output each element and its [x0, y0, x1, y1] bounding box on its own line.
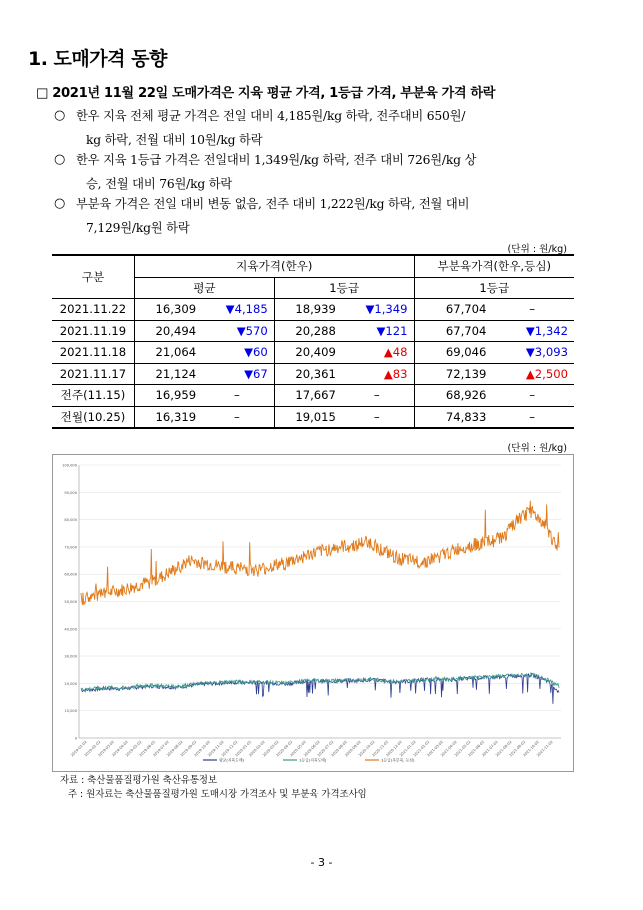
- page-number: - 3 -: [310, 856, 333, 869]
- bullet-mark: ○: [54, 196, 66, 211]
- cell-avg: 16,309: [135, 299, 207, 321]
- cell-cut: 69,046: [414, 342, 496, 364]
- header-grade1: 1등급: [274, 277, 414, 299]
- cell-avg-change: ▼570: [206, 320, 274, 342]
- x-tick-label: 2019-10-02: [193, 739, 212, 758]
- cell-avg-change: –: [206, 406, 274, 428]
- x-tick-label: 2021-04-02: [440, 739, 458, 758]
- cell-cut-change: ▼1,342: [496, 320, 574, 342]
- cell-avg: 21,124: [135, 363, 207, 385]
- series-line-3: [81, 501, 559, 605]
- y-tick-label: 70,000: [64, 545, 77, 550]
- cell-avg: 16,959: [135, 385, 207, 407]
- bullet-line: 한우 지육 1등급 가격은 전일대비 1,349원/kg 하락, 전주 대비 726원/kg 상: [76, 153, 477, 167]
- y-tick-label: 40,000: [64, 627, 77, 632]
- x-tick-label: 2020-01-02: [234, 739, 253, 758]
- x-tick-label: 2021-06-02: [467, 739, 486, 758]
- cell-cut: 74,833: [414, 406, 496, 428]
- price-table: [52, 254, 574, 429]
- cell-avg-change: ▼4,185: [206, 299, 274, 321]
- cell-grade1: 17,667: [274, 385, 346, 407]
- price-chart: [52, 454, 574, 772]
- cell-grade1-change: ▲83: [346, 363, 414, 385]
- x-tick-label: 2021-10-02: [522, 739, 541, 758]
- cell-avg: 21,064: [135, 342, 207, 364]
- cell-grade1: 18,939: [274, 299, 346, 321]
- y-tick-label: 100,000: [62, 463, 77, 468]
- x-tick-label: 2019-02-02: [83, 739, 102, 758]
- x-tick-label: 2020-07-02: [316, 739, 335, 758]
- price-chart-svg: [53, 455, 573, 771]
- cell-cut-change: –: [496, 299, 574, 321]
- x-tick-label: 2020-10-02: [357, 739, 376, 758]
- x-tick-label: 2019-05-02: [124, 739, 143, 758]
- x-tick-label: 2019-11-02: [207, 739, 225, 758]
- series-line-1: [81, 674, 559, 704]
- x-tick-label: 2020-09-02: [344, 739, 362, 758]
- y-tick-label: 90,000: [64, 490, 77, 495]
- bullet-item: [54, 192, 579, 240]
- table-row: [52, 342, 574, 364]
- cell-grade1: 19,015: [274, 406, 346, 428]
- cell-cut: 68,926: [414, 385, 496, 407]
- x-tick-label: 2021-09-02: [508, 739, 527, 758]
- cell-avg: 16,319: [135, 406, 207, 428]
- y-tick-label: 20,000: [64, 681, 77, 686]
- cell-grade1: 20,288: [274, 320, 346, 342]
- y-tick-label: 50,000: [64, 600, 77, 604]
- x-tick-label: 2019-01-02: [70, 739, 88, 758]
- x-tick-label: 2021-01-02: [399, 739, 417, 758]
- table-unit-label: (단위 : 원/kg): [507, 244, 567, 255]
- cell-grade1-change: ▼1,349: [346, 299, 414, 321]
- note-line: 주 : 원자료는 축산물품질평가원 도매시장 가격조사 및 부분육 가격조사임: [68, 789, 367, 800]
- x-tick-label: 2020-12-02: [385, 739, 403, 758]
- y-tick-label: 80,000: [64, 518, 77, 523]
- table-row: [52, 363, 574, 385]
- y-tick-label: 60,000: [64, 572, 77, 577]
- row-label: 2021.11.22: [52, 299, 135, 321]
- cell-cut-change: –: [496, 406, 574, 428]
- bullet-line: 한우 지육 전체 평균 가격은 전일 대비 4,185원/kg 하락, 전주대비 650원/: [76, 109, 466, 123]
- y-tick-label: 30,000: [64, 654, 77, 659]
- x-tick-label: 2019-04-02: [111, 739, 129, 758]
- table-row: [52, 299, 574, 321]
- bullet-item: [54, 148, 579, 196]
- bullet-line: 7,129원/kg원 하락: [86, 221, 190, 235]
- legend-label: 1등급(부분육, 등심): [381, 757, 415, 763]
- legend-label: 1등급(지육도매): [299, 757, 327, 763]
- y-tick-label: 10,000: [64, 709, 77, 714]
- x-tick-label: 2020-03-02: [261, 739, 280, 758]
- x-tick-label: 2021-08-02: [494, 739, 513, 758]
- header-carcass: 지육가격(한우): [135, 255, 415, 277]
- bullet-line: 승, 전월 대비 76원/kg 하락: [86, 177, 233, 191]
- x-tick-label: 2021-05-02: [453, 739, 472, 758]
- cell-cut-change: –: [496, 385, 574, 407]
- cell-cut: 67,704: [414, 299, 496, 321]
- x-tick-label: 2021-02-02: [412, 739, 431, 758]
- x-tick-label: 2019-03-02: [97, 739, 116, 758]
- x-tick-label: 2020-11-02: [371, 739, 390, 758]
- x-tick-label: 2020-02-02: [248, 739, 266, 758]
- cell-grade1-change: –: [346, 406, 414, 428]
- x-tick-label: 2019-07-02: [152, 739, 170, 758]
- header-cut-grade1: 1등급: [414, 277, 574, 299]
- table-row: [52, 385, 574, 407]
- table-row: [52, 406, 574, 428]
- header-group: 구분: [52, 255, 135, 299]
- row-label: 2021.11.17: [52, 363, 135, 385]
- section-title: 1. 도매가격 동향: [28, 48, 167, 70]
- bullet-line: 부분육 가격은 전일 대비 변동 없음, 전주 대비 1,222원/kg 하락, 전월 대비: [76, 197, 470, 211]
- row-label: 2021.11.19: [52, 320, 135, 342]
- x-tick-label: 2021-11-02: [536, 739, 554, 758]
- x-tick-label: 2020-06-02: [303, 739, 321, 758]
- header-avg: 평균: [135, 277, 275, 299]
- cell-cut-change: ▼3,093: [496, 342, 574, 364]
- cell-cut: 72,139: [414, 363, 496, 385]
- row-label: 2021.11.18: [52, 342, 135, 364]
- cell-cut: 67,704: [414, 320, 496, 342]
- chart-unit-label: (단위 : 원/kg): [507, 443, 567, 454]
- x-tick-label: 2019-08-02: [166, 739, 184, 758]
- cell-avg: 20,494: [135, 320, 207, 342]
- cell-grade1-change: –: [346, 385, 414, 407]
- x-tick-label: 2021-07-02: [481, 739, 499, 758]
- source-line: 자료 : 축산물품질평가원 축산유통정보: [60, 775, 218, 786]
- cell-avg-change: ▼67: [206, 363, 274, 385]
- x-tick-label: 2020-05-02: [289, 739, 308, 758]
- cell-avg-change: –: [206, 385, 274, 407]
- x-tick-label: 2019-09-02: [179, 739, 198, 758]
- bullet-mark: ○: [54, 108, 66, 123]
- cell-grade1-change: ▼121: [346, 320, 414, 342]
- row-label: 전주(11.15): [52, 385, 135, 407]
- x-tick-label: 2019-06-02: [138, 739, 157, 758]
- header-cut: 부분육가격(한우,등심): [414, 255, 574, 277]
- cell-cut-change: ▲2,500: [496, 363, 574, 385]
- x-tick-label: 2020-04-02: [275, 739, 294, 758]
- bullet-item: [54, 104, 579, 152]
- bullet-mark: ○: [54, 152, 66, 167]
- headline: □ 2021년 11월 22일 도매가격은 지육 평균 가격, 1등급 가격, 부분육 가격 하락: [36, 86, 496, 101]
- legend-label: 평균(지육도매): [219, 757, 244, 763]
- y-tick-label: 0: [74, 736, 77, 741]
- cell-grade1-change: ▲48: [346, 342, 414, 364]
- table-row: [52, 320, 574, 342]
- cell-grade1: 20,409: [274, 342, 346, 364]
- cell-grade1: 20,361: [274, 363, 346, 385]
- x-tick-label: 2020-08-02: [330, 739, 349, 758]
- bullet-line: kg 하락, 전월 대비 10원/kg 하락: [86, 133, 263, 147]
- x-tick-label: 2021-03-02: [426, 739, 445, 758]
- row-label: 전월(10.25): [52, 406, 135, 428]
- cell-avg-change: ▼60: [206, 342, 274, 364]
- x-tick-label: 2019-12-02: [220, 739, 239, 758]
